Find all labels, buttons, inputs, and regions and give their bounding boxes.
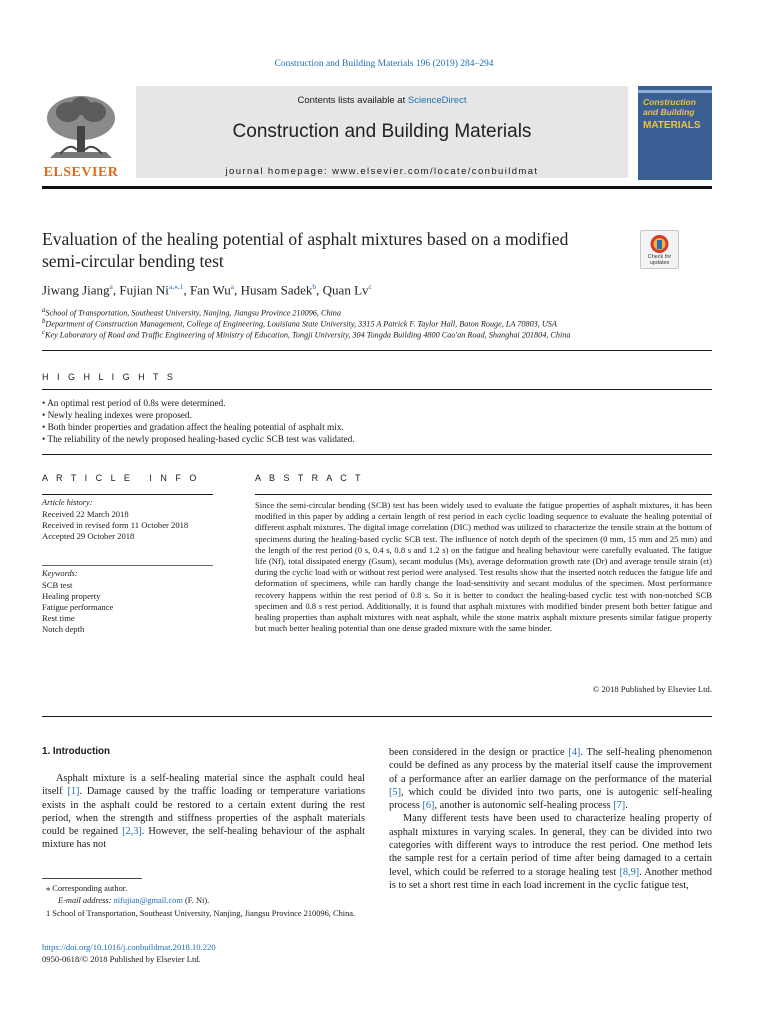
history-label: Article history: (42, 498, 93, 507)
journal-homepage-link[interactable]: journal homepage: www.elsevier.com/locate/conbuildmat (225, 166, 539, 177)
highlights-heading: H I G H L I G H T S (42, 372, 176, 382)
reference-link[interactable]: [7] (613, 800, 626, 812)
section-heading-introduction: 1. Introduction (42, 746, 111, 757)
author-name[interactable]: Fan Wu (189, 282, 231, 298)
author-name[interactable]: Fujian Ni (119, 282, 169, 298)
email-link[interactable]: nifujian@gmail.com (113, 896, 183, 905)
reference-link[interactable]: [6] (422, 800, 435, 812)
history-entry: Received 22 March 2018 (42, 509, 129, 519)
keyword: Fatigue performance (42, 602, 114, 612)
article-info-heading: A R T I C L E I N F O (42, 473, 200, 483)
highlight-item: • Both binder properties and gradation affect the healing potential of asphalt mix. (42, 423, 344, 433)
check-for-updates-button[interactable] (640, 230, 679, 269)
doi-link[interactable]: https://doi.org/10.1016/j.conbuildmat.2018.10.220 (42, 942, 216, 952)
author-affiliation-mark[interactable]: a (109, 282, 113, 291)
footnote-email: E-mail address: nifujian@gmail.com (F. Ni). (58, 896, 210, 905)
sciencedirect-link[interactable]: ScienceDirect (407, 95, 467, 106)
author-list: Jiwang Jiang$^a$, Fujian $Ni^{a,⁎,1}$, Fan Wu$^a$, Husam Sadek$^b$, Quan Lv$^c$ (42, 282, 372, 298)
reference-link[interactable]: [1] (67, 786, 80, 798)
journal-title: Construction and Building Materials (232, 121, 532, 142)
section-divider (42, 389, 712, 390)
history-entry: Accepted 29 October 2018 (42, 531, 135, 541)
keyword: Rest time (42, 613, 75, 623)
keyword: Healing property (42, 591, 101, 601)
footnote-corresponding: ⁎ Corresponding author. (46, 884, 128, 893)
highlight-item: • An optimal rest period of 0.8s were determined. (42, 399, 226, 409)
keywords-label: Keywords: (42, 569, 78, 578)
abstract-text: Since the semi-circular bending (SCB) test has been widely used to evaluate the fatigue properties of asphalt mixtures, it has been modified in this paper by adding a certain length of rest period in each cyclic loading sequence to evaluate the healing potential of different asphalt mixtures. The digital image correlation (DIC) method was utilized to characterize the tensile strain at the bottom of specimens during the healing-based cyclic SCB test. The influence of notch depth of the specimen (0 mm, 15 mm and 25 mm) and the length of the rest period (0 s, 0.4 s, 0.8 s and 1.2 s) on the fatigue and healing behaviour were carefully evaluated. The fatigue life (Nf), total dissipated energy (Gsum), secant modulus (Ms), average deformation growth rate (Dr) and average tensile strain (εt) during the cyclic load with or without rest period were analysed. Test results show that the inserted notch reduces the fatigue life and deformation of specimens, while can hardly change the load-sensitivity and secant modulus of the specimen. Most performance recovery happens within the rest period of 0.8 s. So it is better to conduct the healing-based cyclic test with non-notched SCB specimen and 0.8 s rest period. Additionally, it is found that asphalt mixtures with modified binder present both better fatigue and healing properties than asphalt mixtures with neat asphalt, while the stone matrix asphalt mixture presents similar fatigue property but much better healing potential than one dense graded mixture with the same binder. (255, 500, 712, 634)
section-divider (42, 494, 213, 495)
section-divider (42, 454, 712, 455)
body-column-right: been considered in the design or practice [4]. The self-healing phenomenon could be defined as any process by the material itself cause the improvement of a performance after an earlier damage on the performance of the material [5], which could be divided into two parts, one is autogenic self-healing process [6], another is autonomic self-healing process [7]. Many different tests have been used to characterize healing property of asphalt mixtures in varying scales. In general, they can be divided into two categories with different ways to introduce the rest period. One method lets the sample rest for a certain period of time after being damaged to a certain level, which could be referred to a storage healing test [8,9]. Another method is to set a short rest time in each load increment in the cyclic fatigue test, (389, 747, 712, 891)
affiliation: $^a$School of Transportation, Southeast University, Nanjing, Jiangsu Province 210096, China (42, 307, 341, 318)
author-name[interactable]: Quan Lv (322, 282, 369, 298)
footnote-affiliation: 1 School of Transportation, Southeast University, Nanjing, Jiangsu Province 210096, China. (46, 909, 356, 918)
section-divider (255, 494, 712, 495)
contents-prefix: Contents lists available at (297, 95, 408, 106)
crossmark-label: Check for updates (647, 254, 672, 266)
author-affiliation-mark[interactable]: b (312, 282, 317, 291)
keyword: SCB test (42, 580, 73, 590)
reference-link[interactable]: [4] (568, 747, 581, 758)
footnote-divider (42, 878, 142, 879)
contents-line (136, 95, 628, 106)
journal-citation-link[interactable]: Construction and Building Materials 196 (2019) 284–294 (274, 59, 494, 69)
abstract-copyright: © 2018 Published by Elsevier Ltd. (592, 684, 712, 694)
body-column-left: Asphalt mixture is a self-healing material since the asphalt could heal itself [1]. Damage caused by the traffic loading or temperature variations exists in the asphalt could be restored to a certain extent during the rest period, when the strength and stiffness properties of the asphalt materials could be regained [2,3]. However, the self-healing behaviour of the asphalt mixture has not (42, 773, 365, 851)
cover-materials-word: MATERIALS (643, 120, 701, 131)
history-entry: Received in revised form 11 October 2018 (42, 520, 189, 530)
affiliation: $^c$Key Laboratory of Road and Traffic Engineering of Ministry of Education, Tongji University, 304 Tongda Building 4800 Cao'an Road, Shanghai 201804, China (42, 329, 571, 340)
header-rule (42, 186, 712, 189)
reference-link[interactable]: [2,3] (122, 826, 142, 838)
abstract-heading: A B S T R A C T (255, 473, 364, 483)
highlight-item: • The reliability of the newly proposed healing-based cyclic SCB test was validated. (42, 435, 355, 445)
article-title: Evaluation of the healing potential of asphalt mixtures based on a modified semi-circular bending test (42, 229, 569, 271)
author-affiliation-mark[interactable]: c (368, 282, 372, 291)
author-affiliation-mark[interactable]: a (230, 282, 235, 291)
journal-cover-image (638, 86, 712, 180)
reference-link[interactable]: [5] (389, 786, 402, 798)
reference-link[interactable]: [8,9] (619, 866, 640, 878)
author-name[interactable]: Jiwang Jiang (42, 282, 110, 298)
highlight-item: • Newly healing indexes were proposed. (42, 411, 192, 421)
affiliation: $^b$Department of Construction Management, College of Engineering, Louisiana State University, 3315 A Patrick F. Taylor Hall, Baton Rouge, LA 70803, USA (42, 318, 557, 329)
keyword: Notch depth (42, 624, 85, 634)
author-name[interactable]: Husam Sadek (240, 282, 313, 298)
author-affiliation-mark[interactable]: a,⁎,1 (168, 282, 184, 291)
section-divider (42, 716, 712, 717)
section-divider (42, 565, 213, 566)
section-divider (42, 350, 712, 351)
paragraph: Many different tests have been used to characterize healing property of asphalt mixtures in varying scales. In general, they can be divided into two categories with different ways to introduce the rest period. One method lets the sample rest for a certain period of time after being damaged to a certain level, which could be referred to a storage healing test [8,9]. Another method is to set a short rest time in each load increment in the cyclic fatigue test, (389, 813, 712, 891)
cover-title: Construction and Building (643, 97, 696, 117)
issn-line: 0950-0618/© 2018 Published by Elsevier Ltd. (42, 954, 201, 964)
cover-stripe (638, 90, 712, 93)
elsevier-wordmark: ELSEVIER (43, 165, 119, 180)
